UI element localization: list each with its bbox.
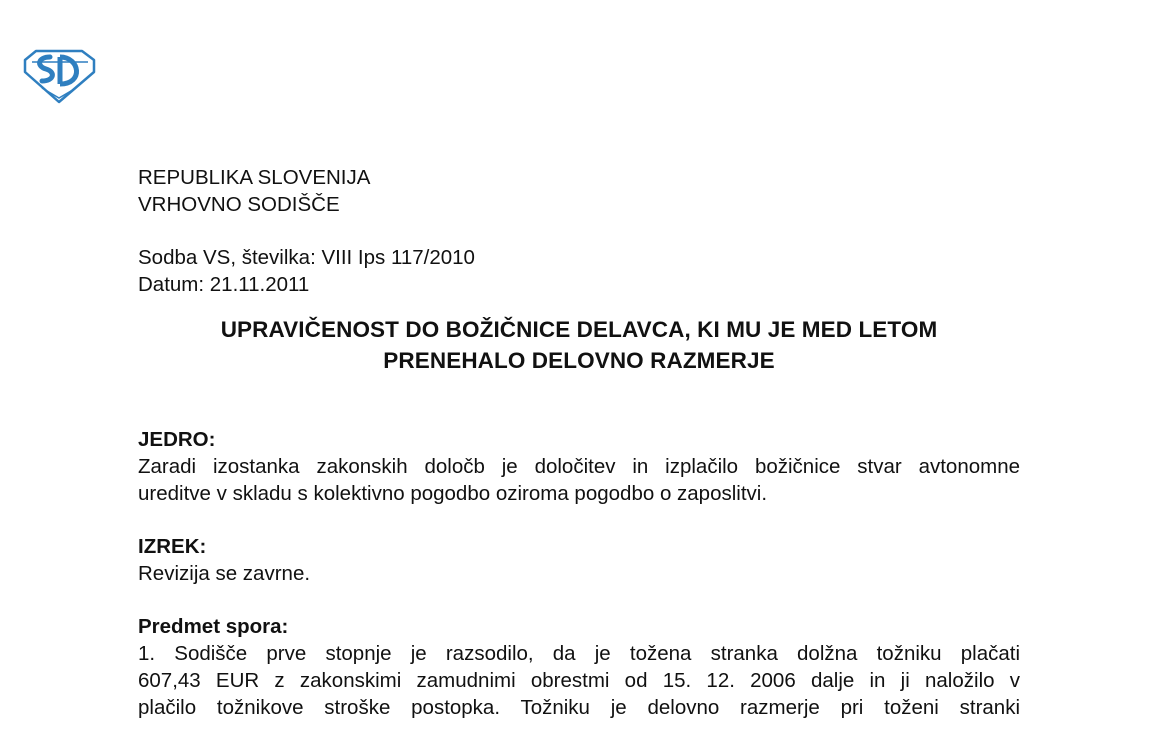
case-date: Datum: 21.11.2011 [138,273,310,296]
title-line-1: UPRAVIČENOST DO BOŽIČNICE DELAVCA, KI MU JE MED LETOM [220,317,938,342]
predmet-line-2: 607,43 EUR z zakonskimi zamudnimi obrestmi od 15. 12. 2006 dalje in ji naložilo v [138,669,1020,692]
case-number: Sodba VS, številka: VIII Ips 117/2010 [138,246,475,269]
izrek-text: Revizija se zavrne. [138,562,311,585]
predmet-paragraph [138,640,1020,721]
jedro-line-2: ureditve v skladu s kolektivno pogodbo oziroma pogodbo o zaposlitvi. [138,482,768,505]
sd-shield-logo-icon [22,48,96,104]
jedro-line-1: Zaradi izostanka zakonskih določb je določitev in izplačilo božičnice stvar avtonomne [138,455,1020,478]
document-body [138,164,1020,721]
court-heading: VRHOVNO SODIŠČE [138,193,340,216]
predmet-line-1: 1. Sodišče prve stopnje je razsodilo, da je tožena stranka dolžna tožniku plačati [138,642,1020,665]
jedro-paragraph [138,453,1020,507]
predmet-line-3: plačilo tožnikove stroške postopka. Tožniku je delovno razmerje pri toženi stranki [138,696,1020,719]
country-heading: REPUBLIKA SLOVENIJA [138,166,371,189]
document-title [138,314,1020,376]
jedro-heading: JEDRO: [138,428,216,451]
izrek-heading: IZREK: [138,535,207,558]
title-line-2: PRENEHALO DELOVNO RAZMERJE [383,348,775,373]
predmet-heading: Predmet spora: [138,615,289,638]
